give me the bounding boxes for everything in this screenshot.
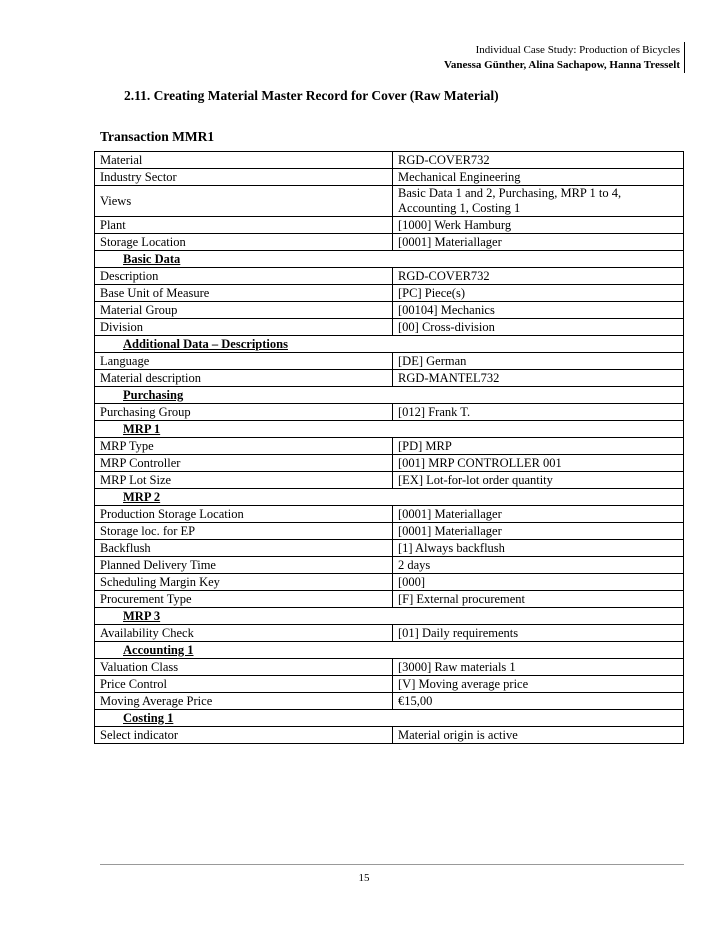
- group-heading: [95, 421, 684, 438]
- field-value: [0001] Materiallager: [393, 234, 684, 251]
- table-row: [95, 268, 684, 285]
- field-name: Language: [95, 353, 393, 370]
- field-name: Base Unit of Measure: [95, 285, 393, 302]
- field-name: Procurement Type: [95, 591, 393, 608]
- field-name: Availability Check: [95, 625, 393, 642]
- header-rule: [684, 42, 685, 73]
- field-value: RGD-COVER732: [393, 152, 684, 169]
- table-group-row: [95, 608, 684, 625]
- table-group-row: [95, 336, 684, 353]
- field-value: RGD-MANTEL732: [393, 370, 684, 387]
- group-heading-label: Costing 1: [123, 710, 174, 725]
- field-value: [0001] Materiallager: [393, 506, 684, 523]
- table-row: [95, 523, 684, 540]
- field-name: Production Storage Location: [95, 506, 393, 523]
- table-row: [95, 285, 684, 302]
- field-value: [0001] Materiallager: [393, 523, 684, 540]
- page-header: [444, 43, 680, 73]
- field-name: Material description: [95, 370, 393, 387]
- table-row: [95, 506, 684, 523]
- table-row: [95, 659, 684, 676]
- table-group-row: [95, 421, 684, 438]
- field-value: [001] MRP CONTROLLER 001: [393, 455, 684, 472]
- field-name: Division: [95, 319, 393, 336]
- field-name: Select indicator: [95, 727, 393, 744]
- field-value: [PD] MRP: [393, 438, 684, 455]
- field-name: Material: [95, 152, 393, 169]
- field-name: Storage Location: [95, 234, 393, 251]
- field-value: 2 days: [393, 557, 684, 574]
- field-name: Purchasing Group: [95, 404, 393, 421]
- table-row: [95, 625, 684, 642]
- table-row: [95, 404, 684, 421]
- header-title: Individual Case Study: Production of Bicycles: [475, 44, 680, 56]
- table-row: [95, 234, 684, 251]
- table-row: [95, 217, 684, 234]
- group-heading-label: Purchasing: [123, 387, 184, 402]
- field-value: €15,00: [393, 693, 684, 710]
- section-title: 2.11. Creating Material Master Record for Cover (Raw Material): [124, 88, 499, 103]
- field-name: Views: [95, 186, 393, 217]
- table-row: [95, 574, 684, 591]
- table-row: [95, 455, 684, 472]
- group-heading: [95, 489, 684, 506]
- table-row: [95, 302, 684, 319]
- table-row: [95, 727, 684, 744]
- field-value: [EX] Lot-for-lot order quantity: [393, 472, 684, 489]
- material-master-table: [94, 151, 684, 744]
- field-value: Material origin is active: [393, 727, 684, 744]
- group-heading-label: Additional Data – Descriptions: [123, 336, 288, 351]
- field-value: [00] Cross-division: [393, 319, 684, 336]
- table-row: [95, 540, 684, 557]
- field-name: Price Control: [95, 676, 393, 693]
- field-value: [000]: [393, 574, 684, 591]
- table-group-row: [95, 489, 684, 506]
- field-value: [V] Moving average price: [393, 676, 684, 693]
- group-heading-label: MRP 1: [123, 421, 161, 436]
- group-heading: [95, 387, 684, 404]
- table-row: [95, 591, 684, 608]
- field-name: Storage loc. for EP: [95, 523, 393, 540]
- table-row: [95, 152, 684, 169]
- field-value: RGD-COVER732: [393, 268, 684, 285]
- field-value: [012] Frank T.: [393, 404, 684, 421]
- field-name: MRP Type: [95, 438, 393, 455]
- field-name: Plant: [95, 217, 393, 234]
- field-value: Basic Data 1 and 2, Purchasing, MRP 1 to 4, Accounting 1, Costing 1: [393, 186, 684, 217]
- table-group-row: [95, 387, 684, 404]
- header-authors: Vanessa Günther, Alina Sachapow, Hanna Tresselt: [443, 59, 680, 71]
- table-row: [95, 472, 684, 489]
- group-heading-label: MRP 2: [123, 489, 161, 504]
- field-value: Mechanical Engineering: [393, 169, 684, 186]
- table-row: [95, 186, 684, 217]
- transaction-title: Transaction MMR1: [100, 129, 215, 144]
- field-value: [F] External procurement: [393, 591, 684, 608]
- group-heading: [95, 251, 684, 268]
- group-heading-label: Basic Data: [123, 251, 181, 266]
- field-name: Description: [95, 268, 393, 285]
- field-value: [01] Daily requirements: [393, 625, 684, 642]
- table-row: [95, 693, 684, 710]
- field-value: [DE] German: [393, 353, 684, 370]
- table-row: [95, 353, 684, 370]
- field-name: Valuation Class: [95, 659, 393, 676]
- field-value: [00104] Mechanics: [393, 302, 684, 319]
- field-value: [1] Always backflush: [393, 540, 684, 557]
- page-number: 15: [358, 872, 370, 884]
- field-name: Scheduling Margin Key: [95, 574, 393, 591]
- field-value: [PC] Piece(s): [393, 285, 684, 302]
- field-name: MRP Lot Size: [95, 472, 393, 489]
- field-name: Material Group: [95, 302, 393, 319]
- table-group-row: [95, 251, 684, 268]
- table-group-row: [95, 642, 684, 659]
- field-name: MRP Controller: [95, 455, 393, 472]
- group-heading-label: MRP 3: [123, 608, 161, 623]
- field-value: [1000] Werk Hamburg: [393, 217, 684, 234]
- group-heading: [95, 710, 684, 727]
- group-heading-label: Accounting 1: [123, 642, 194, 657]
- table-row: [95, 557, 684, 574]
- field-name: Moving Average Price: [95, 693, 393, 710]
- footer-divider: [100, 864, 684, 865]
- table-row: [95, 676, 684, 693]
- group-heading: [95, 608, 684, 625]
- group-heading: [95, 642, 684, 659]
- field-name: Planned Delivery Time: [95, 557, 393, 574]
- group-heading: [95, 336, 684, 353]
- table-group-row: [95, 710, 684, 727]
- field-name: Industry Sector: [95, 169, 393, 186]
- field-value: [3000] Raw materials 1: [393, 659, 684, 676]
- field-name: Backflush: [95, 540, 393, 557]
- table-row: [95, 319, 684, 336]
- table-row: [95, 370, 684, 387]
- table-row: [95, 438, 684, 455]
- table-row: [95, 169, 684, 186]
